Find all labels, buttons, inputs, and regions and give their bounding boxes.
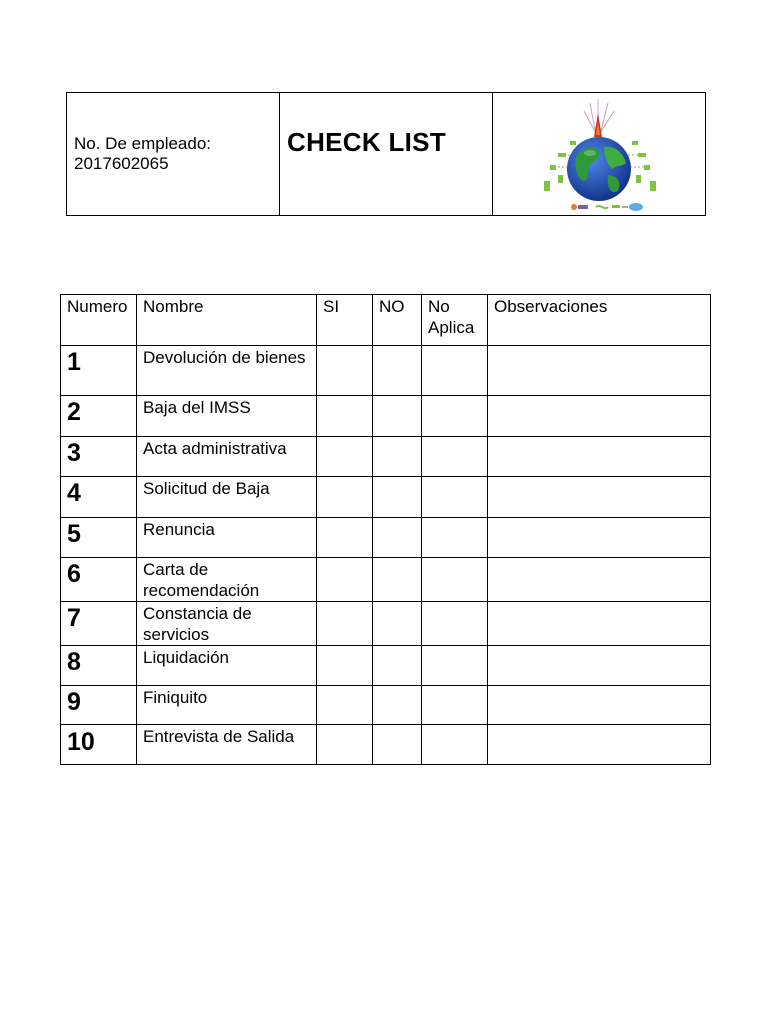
row-name: Acta administrativa — [143, 439, 287, 458]
no-cell[interactable] — [373, 346, 422, 396]
no-aplica-cell[interactable] — [422, 396, 488, 437]
table-row — [61, 477, 711, 518]
no-cell[interactable] — [373, 558, 422, 602]
row-number: 3 — [67, 439, 81, 467]
table-row — [61, 686, 711, 725]
row-number: 1 — [67, 348, 81, 376]
table-row — [61, 518, 711, 558]
table-row — [61, 602, 711, 646]
si-cell[interactable] — [317, 686, 373, 725]
row-number: 9 — [67, 688, 81, 716]
si-cell[interactable] — [317, 558, 373, 602]
row-name: Finiquito — [143, 688, 208, 707]
table-row — [61, 725, 711, 765]
row-name: Devolución de bienes — [143, 348, 306, 367]
row-name: Renuncia — [143, 520, 215, 539]
checklist-table — [60, 294, 711, 765]
column-header-numero: Numero — [61, 295, 137, 346]
observaciones-cell[interactable] — [488, 558, 711, 602]
employee-number: 2017602065 — [74, 154, 169, 173]
observaciones-cell[interactable] — [488, 477, 711, 518]
table-row — [61, 346, 711, 396]
si-cell[interactable] — [317, 396, 373, 437]
row-number: 7 — [67, 604, 81, 632]
no-aplica-cell[interactable] — [422, 346, 488, 396]
row-name: Solicitud de Baja — [143, 479, 270, 498]
globe-network-logo-icon — [524, 95, 674, 213]
si-cell[interactable] — [317, 346, 373, 396]
observaciones-cell[interactable] — [488, 686, 711, 725]
row-number: 5 — [67, 520, 81, 548]
column-header-no: NO — [373, 295, 422, 346]
logo-cell — [493, 93, 706, 216]
si-cell[interactable] — [317, 437, 373, 477]
no-aplica-cell[interactable] — [422, 646, 488, 686]
row-number: 6 — [67, 560, 81, 588]
row-name: Baja del IMSS — [143, 398, 251, 417]
row-name: Carta de recomendación — [143, 560, 260, 600]
no-aplica-cell[interactable] — [422, 602, 488, 646]
no-cell[interactable] — [373, 725, 422, 765]
observaciones-cell[interactable] — [488, 725, 711, 765]
observaciones-cell[interactable] — [488, 646, 711, 686]
row-name: Liquidación — [143, 648, 230, 667]
no-aplica-cell[interactable] — [422, 437, 488, 477]
no-aplica-cell[interactable] — [422, 725, 488, 765]
no-cell[interactable] — [373, 477, 422, 518]
table-header-row — [61, 295, 711, 346]
observaciones-cell[interactable] — [488, 602, 711, 646]
observaciones-cell[interactable] — [488, 396, 711, 437]
no-cell[interactable] — [373, 602, 422, 646]
row-name: Entrevista de Salida — [143, 727, 295, 746]
no-cell[interactable] — [373, 686, 422, 725]
column-header-si: SI — [317, 295, 373, 346]
no-aplica-cell[interactable] — [422, 686, 488, 725]
observaciones-cell[interactable] — [488, 518, 711, 558]
employee-label: No. De empleado: — [74, 134, 212, 153]
no-aplica-cell[interactable] — [422, 558, 488, 602]
column-header-no-aplica: No Aplica — [422, 295, 488, 346]
si-cell[interactable] — [317, 646, 373, 686]
table-row — [61, 646, 711, 686]
row-number: 10 — [67, 728, 95, 756]
row-number: 2 — [67, 398, 81, 426]
column-header-nombre: Nombre — [137, 295, 317, 346]
header-table — [66, 92, 706, 216]
row-number: 8 — [67, 648, 81, 676]
si-cell[interactable] — [317, 477, 373, 518]
si-cell[interactable] — [317, 602, 373, 646]
no-cell[interactable] — [373, 646, 422, 686]
page-title: CHECK LIST — [287, 127, 446, 157]
row-name: Constancia de servicios — [143, 604, 252, 644]
table-row — [61, 558, 711, 602]
column-header-observaciones: Observaciones — [488, 295, 711, 346]
no-aplica-cell[interactable] — [422, 477, 488, 518]
no-cell[interactable] — [373, 396, 422, 437]
si-cell[interactable] — [317, 518, 373, 558]
table-row — [61, 396, 711, 437]
no-cell[interactable] — [373, 518, 422, 558]
title-cell — [280, 93, 493, 216]
employee-cell — [67, 93, 280, 216]
no-aplica-cell[interactable] — [422, 518, 488, 558]
row-number: 4 — [67, 479, 81, 507]
observaciones-cell[interactable] — [488, 346, 711, 396]
table-row — [61, 437, 711, 477]
si-cell[interactable] — [317, 725, 373, 765]
observaciones-cell[interactable] — [488, 437, 711, 477]
no-cell[interactable] — [373, 437, 422, 477]
